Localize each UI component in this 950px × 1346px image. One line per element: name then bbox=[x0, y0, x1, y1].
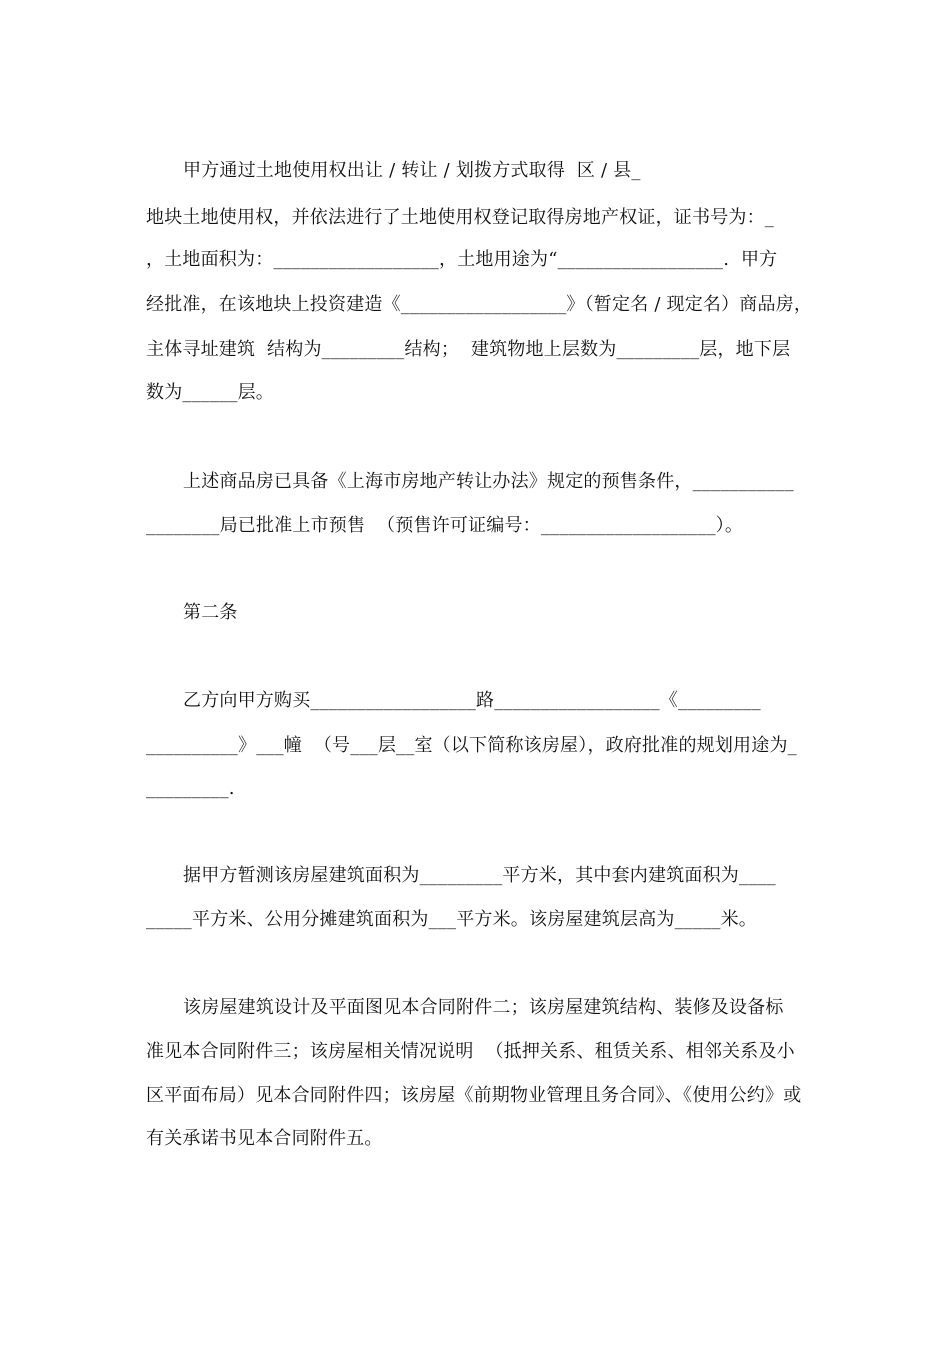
paragraph-2-line-2: ________局已批准上市预售 （预售许可证编号：___________________）。 bbox=[146, 515, 744, 536]
paragraph-4-line-1: 据甲方暂测该房屋建筑面积为_________平方米，其中套内建筑面积为____ bbox=[183, 865, 776, 886]
paragraph-3-line-1: 乙方向甲方购买__________________路__________________《_________ bbox=[183, 690, 761, 711]
paragraph-1-line-1: 甲方通过土地使用权出让 / 转让 / 划拨方式取得 区 / 县_ bbox=[183, 160, 641, 181]
paragraph-3-line-3: _________. bbox=[146, 778, 235, 799]
paragraph-1-line-6: 数为______层。 bbox=[146, 382, 274, 403]
paragraph-2-line-1: 上述商品房已具备《上海市房地产转让办法》规定的预售条件，___________ bbox=[183, 471, 794, 492]
paragraph-1-line-4: 经批准，在该地块上投资建造《__________________》（暂定名 / 现定名）商品房， bbox=[146, 294, 813, 315]
paragraph-5-line-1: 该房屋建筑设计及平面图见本合同附件二；该房屋建筑结构、装修及设备标 bbox=[183, 997, 784, 1018]
paragraph-1-line-5: 主体寻址建筑 结构为_________结构； 建筑物地上层数为_________层，地下层 bbox=[146, 339, 791, 360]
paragraph-5-line-4: 有关承诺书见本合同附件五。 bbox=[146, 1128, 383, 1149]
paragraph-5-line-3: 区平面布局）见本合同附件四；该房屋《前期物业管理且务合同》、《使用公约》或 bbox=[146, 1085, 802, 1106]
paragraph-4-line-2: _____平方米、公用分摊建筑面积为___平方米。该房屋建筑层高为_____米。 bbox=[146, 909, 757, 930]
paragraph-1-line-3: ，土地面积为：__________________，土地用途为“__________________. 甲方 bbox=[146, 249, 778, 270]
paragraph-5-line-2: 准见本合同附件三；该房屋相关情况说明 （抵押关系、租赁关系、相邻关系及小 bbox=[146, 1041, 795, 1062]
paragraph-1-line-2: 地块土地使用权，并依法进行了土地使用权登记取得房地产权证，证书号为：_ bbox=[146, 207, 774, 228]
section-heading: 第二条 bbox=[183, 602, 238, 623]
paragraph-3-line-2: __________》___幢 （号___层__室（以下简称该房屋），政府批准的规划用途为_ bbox=[146, 735, 797, 756]
